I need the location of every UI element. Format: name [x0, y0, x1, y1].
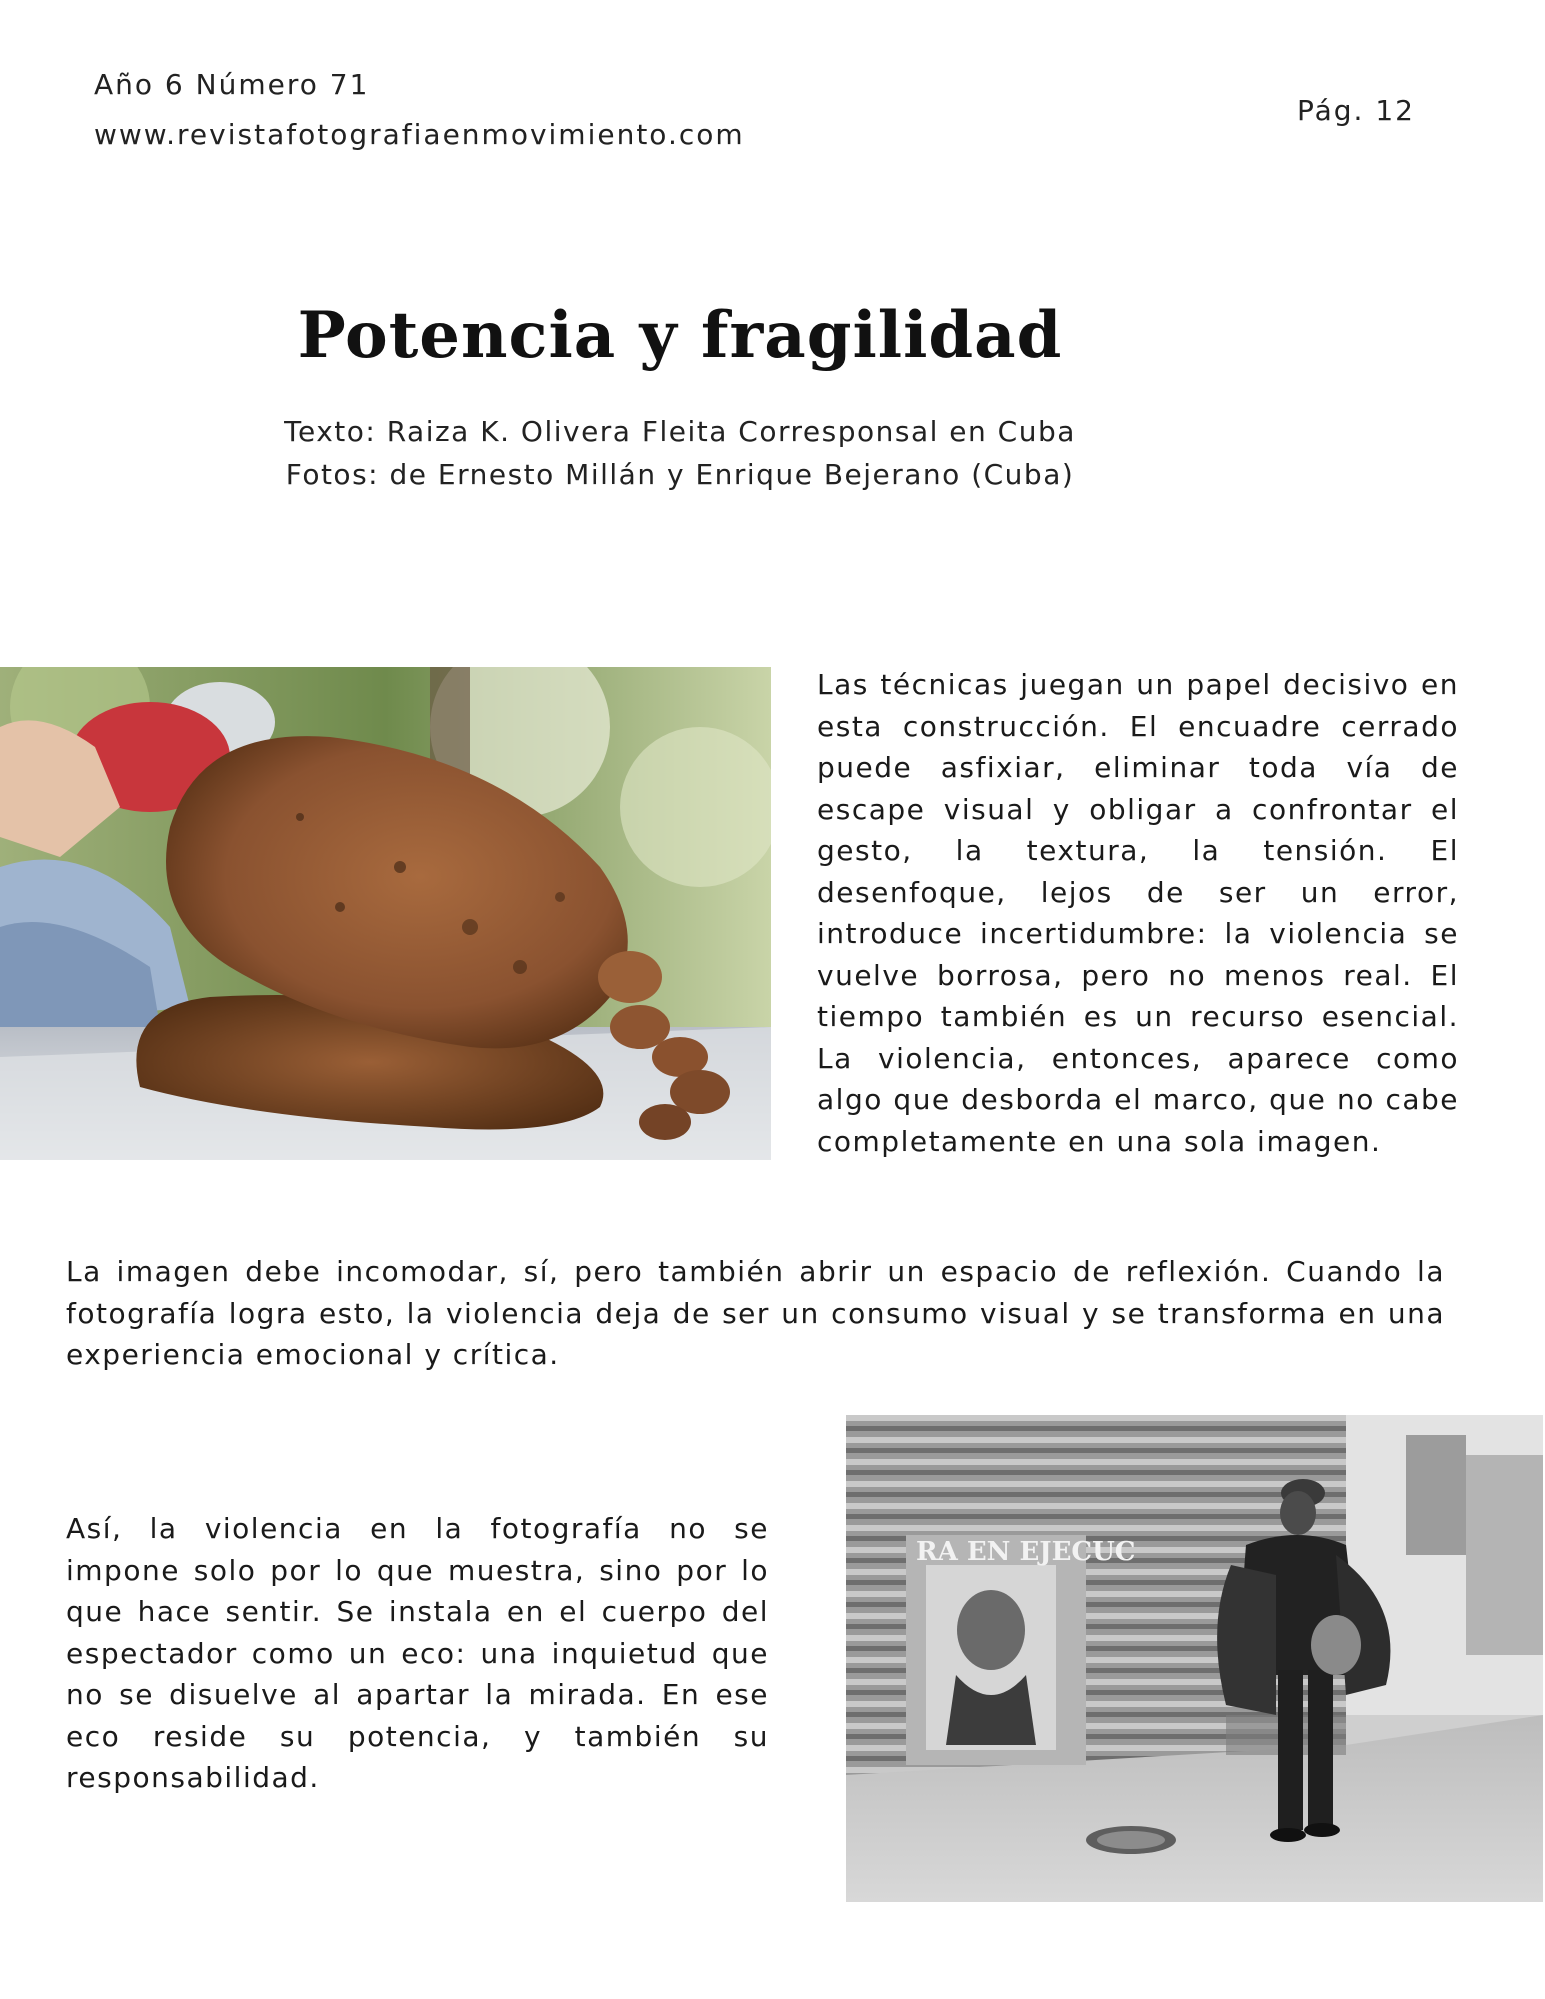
feet-photo: [0, 667, 771, 1160]
photo-credit: Fotos: de Ernesto Millán y Enrique Bejerano (Cuba): [285, 458, 1075, 491]
paragraph-conclusion: Así, la violencia en la fotografía no se impone solo por lo que muestra, sino por lo que hace sentir. Se instala en el cuerpo del espectador como un eco: una inquietud que no se disuelve al apartar la mirada. En ese eco reside su potencia, y también su responsabilidad.: [66, 1512, 769, 1794]
issue-number: Año 6 Número 71: [94, 68, 370, 101]
text-credit: Texto: Raiza K. Olivera Fleita Corresponsal en Cuba: [284, 415, 1076, 448]
page-number: Pág. 12: [1297, 94, 1415, 127]
website-url: www.revistafotografiaenmovimiento.com: [94, 118, 745, 151]
article-title: Potencia y fragilidad: [297, 298, 1063, 373]
poster-sign-text: RA EN EJECUC: [916, 1537, 1136, 1567]
street-photo: [846, 1415, 1543, 1902]
paragraph-reflection: La imagen debe incomodar, sí, pero también abrir un espacio de reflexión. Cuando la fotografía logra esto, la violencia deja de ser un consumo visual y se transforma en una experiencia emocional y crítica.: [66, 1255, 1445, 1371]
paragraph-techniques: Las técnicas juegan un papel decisivo en esta construcción. El encuadre cerrado puede asfixiar, eliminar toda vía de escape visual y obligar a confrontar el gesto, la textura, la tensión. El desenfoque, lejos de ser un error, introduce incertidumbre: la violencia se vuelve borrosa, pero no menos real. El tiempo también es un recurso esencial. La violencia, entonces, aparece como algo que desborda el marco, que no cabe completamente en una sola imagen.: [817, 668, 1459, 1158]
